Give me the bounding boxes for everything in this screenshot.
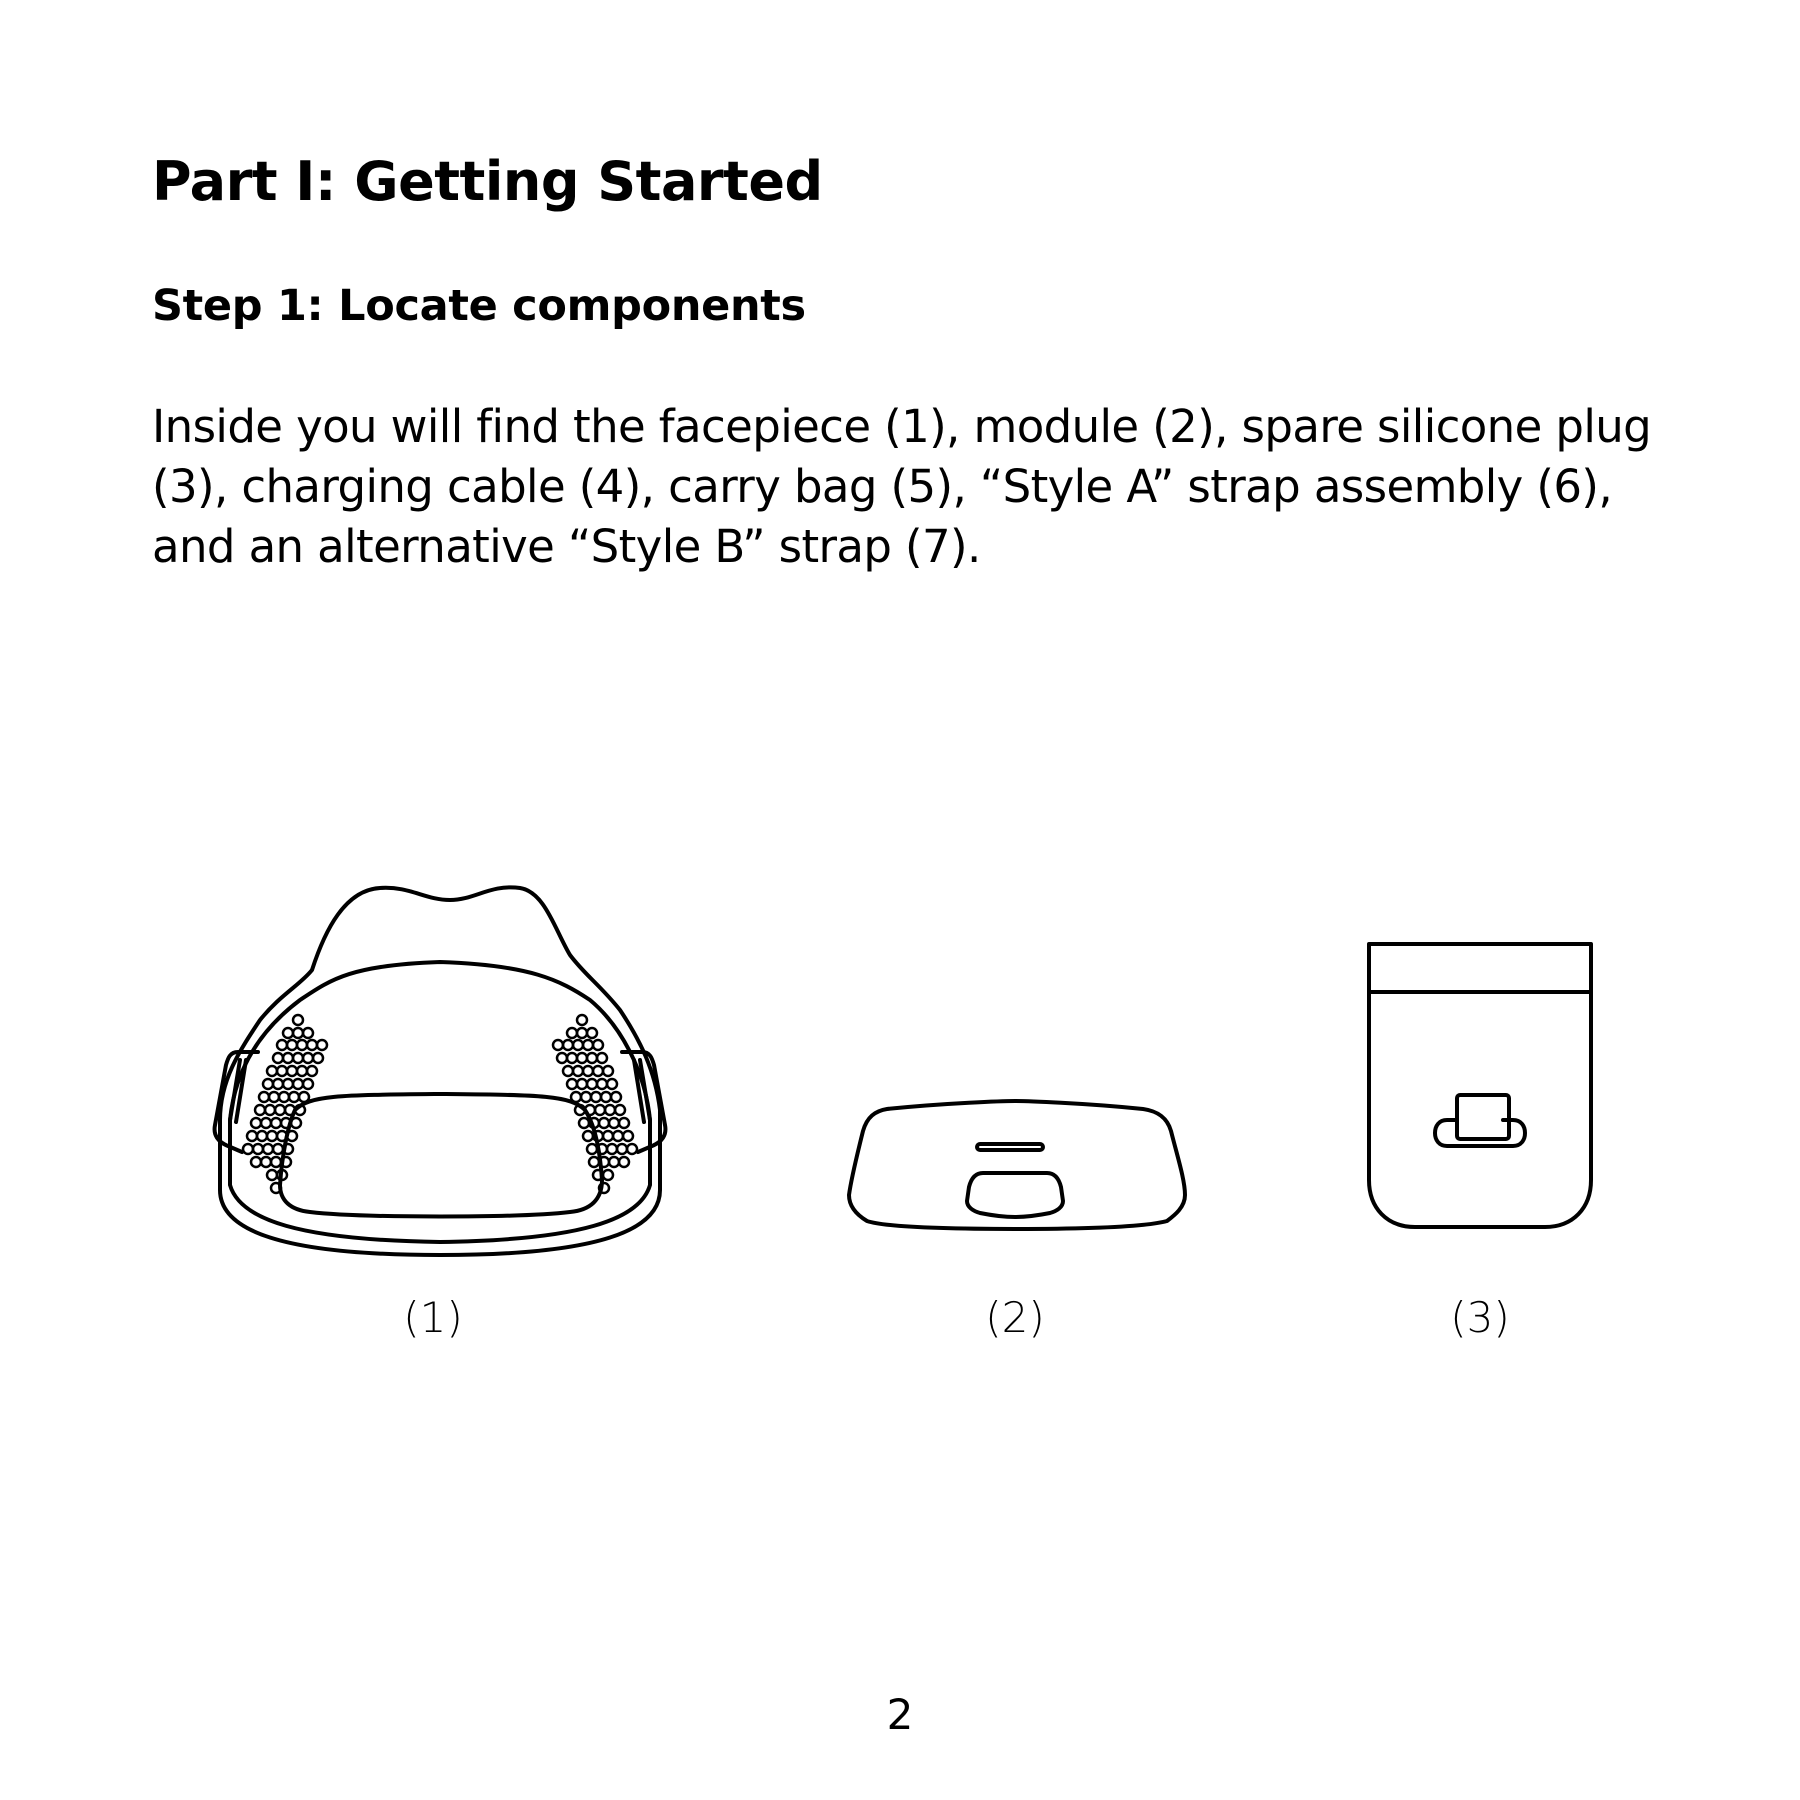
module-label: (2): [985, 1293, 1045, 1342]
module-illustration-icon: [845, 1095, 1185, 1240]
silicone-plug-illustration-icon: [1365, 940, 1595, 1235]
facepiece-illustration-icon: [200, 870, 680, 1270]
body-paragraph: Inside you will find the facepiece (1), module (2), spare silicone plug (3), charging cable (4), carry bag (5), “Style A” strap assembly (6), and an alternative “Style B” strap (7).: [152, 400, 1652, 573]
silicone-plug-label: (3): [1450, 1293, 1510, 1342]
facepiece-figure: [200, 870, 680, 1270]
step-heading: Step 1: Locate components: [152, 281, 806, 331]
facepiece-label: (1): [403, 1293, 463, 1342]
page-number: 2: [886, 1690, 914, 1739]
module-figure: [845, 1095, 1185, 1240]
silicone-plug-figure: [1365, 940, 1595, 1235]
page-title: Part I: Getting Started: [152, 150, 823, 213]
